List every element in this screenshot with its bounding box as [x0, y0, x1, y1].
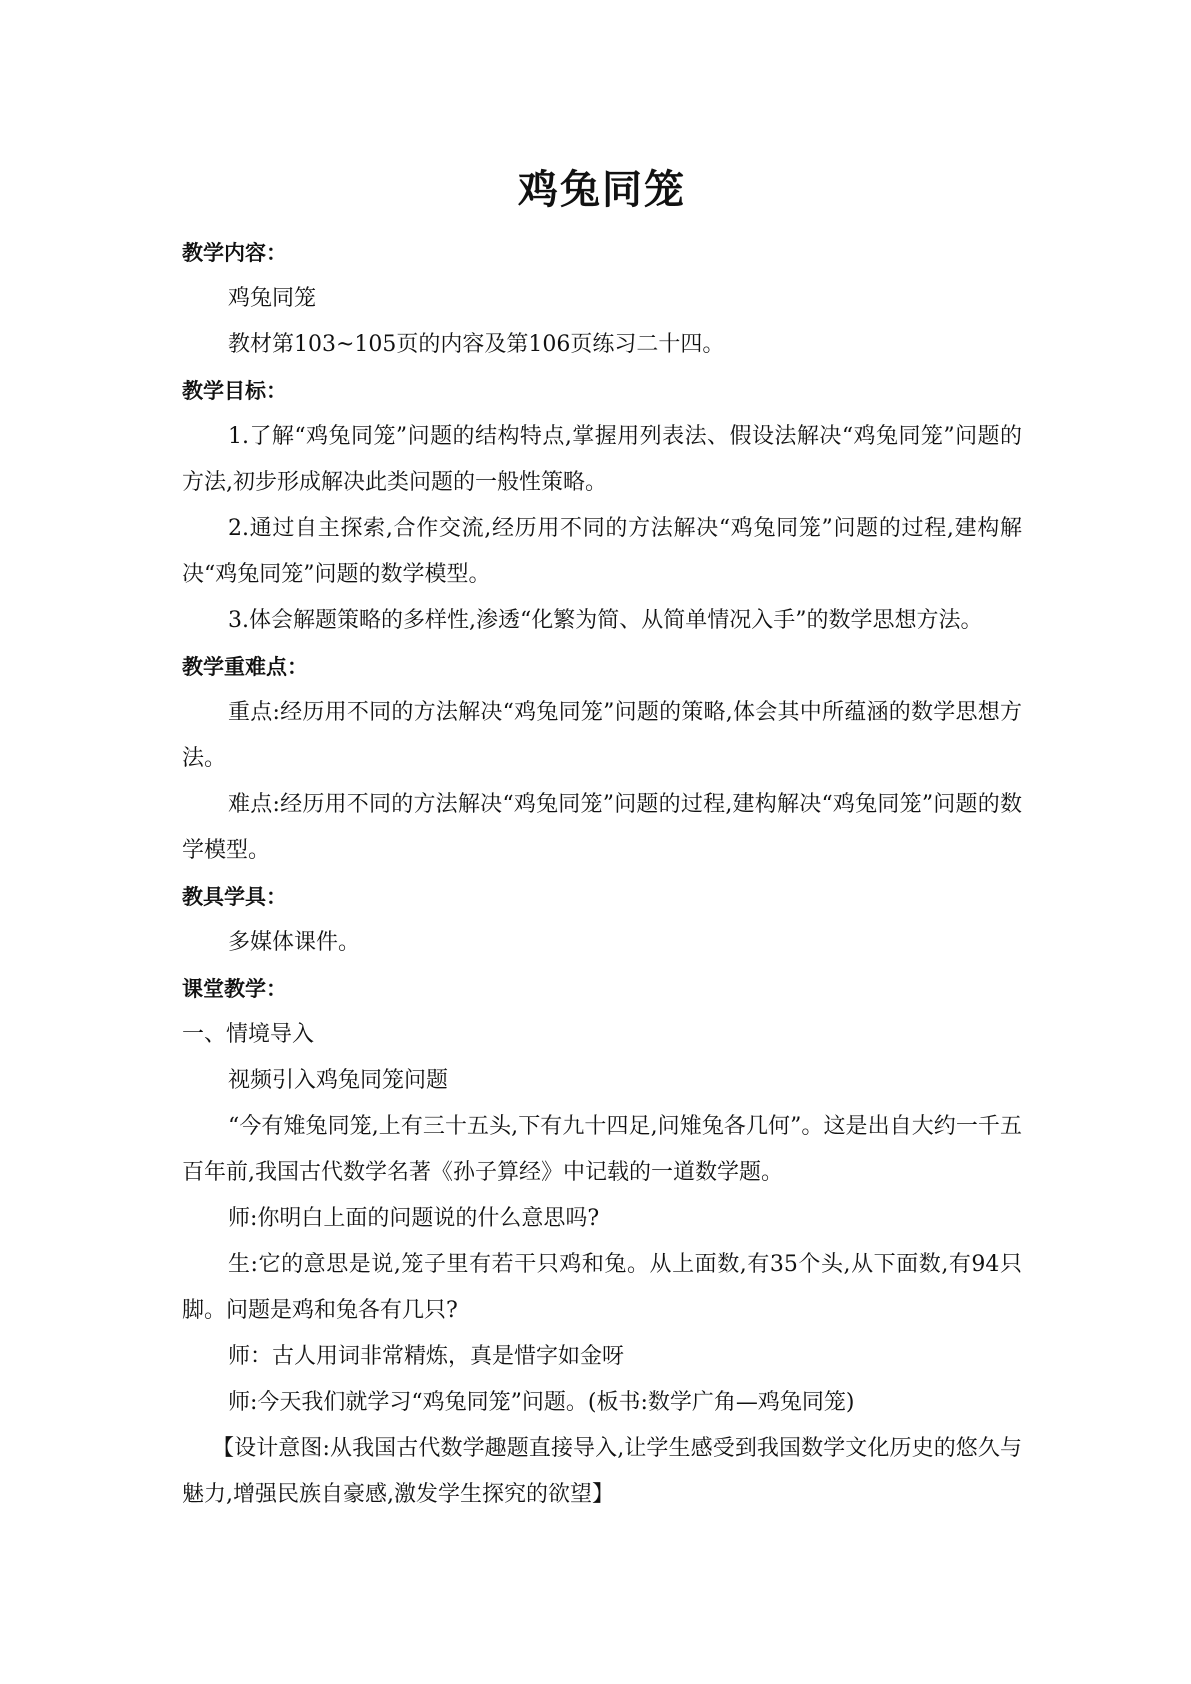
paragraph: 3.体会解题策略的多样性,渗透“化繁为简、从简单情况入手”的数学思想方法。 — [228, 608, 983, 633]
section-teaching-content — [182, 230, 1022, 368]
paragraph: 生:它的意思是说,笼子里有若干只鸡和兔。从上面数,有35个头,从下面数,有94只脚。问题是鸡和兔各有几只? — [182, 1252, 1022, 1323]
paragraph: 教材第103~105页的内容及第106页练习二十四。 — [228, 332, 725, 357]
paragraph: “今有雉兔同笼,上有三十五头,下有九十四足,问雉兔各几何”。这是出自大约一千五百年前,我国古代数学名著《孙子算经》中记载的一道数学题。 — [182, 1114, 1022, 1185]
paragraph: 师:今天我们就学习“鸡兔同笼”问题。(板书:数学广角—鸡兔同笼) — [228, 1390, 855, 1415]
section-teaching-goals — [182, 368, 1022, 644]
document-title: 鸡兔同笼 — [518, 167, 686, 213]
section-heading: 教具学具： — [182, 885, 287, 909]
paragraph: 1.了解“鸡兔同笼”问题的结构特点,掌握用列表法、假设法解决“鸡兔同笼”问题的方法,初步形成解决此类问题的一般性策略。 — [182, 424, 1022, 495]
section-heading: 教学目标： — [182, 379, 287, 403]
section-heading: 教学重难点： — [182, 655, 308, 679]
subsection-heading: 一、情境导入 — [182, 1022, 315, 1047]
design-intent-note: 【设计意图:从我国古代数学趣题直接导入,让学生感受到我国数学文化历史的悠久与魅力,增强民族自豪感,激发学生探究的欲望】 — [182, 1436, 1022, 1507]
paragraph: 重点:经历用不同的方法解决“鸡兔同笼”问题的策略,体会其中所蕴涵的数学思想方法。 — [182, 700, 1022, 771]
paragraph: 难点:经历用不同的方法解决“鸡兔同笼”问题的过程,建构解决“鸡兔同笼”问题的数学模型。 — [182, 792, 1022, 863]
section-key-points — [182, 644, 1022, 874]
document-page — [182, 150, 1022, 1518]
section-teaching-aids — [182, 874, 1022, 966]
paragraph: 师:你明白上面的问题说的什么意思吗? — [228, 1206, 600, 1231]
section-classroom-teaching — [182, 966, 1022, 1518]
paragraph: 2.通过自主探索,合作交流,经历用不同的方法解决“鸡兔同笼”问题的过程,建构解决“鸡兔同笼”问题的数学模型。 — [182, 516, 1022, 587]
paragraph: 师：古人用词非常精炼，真是惜字如金呀 — [228, 1344, 625, 1369]
section-heading: 课堂教学： — [182, 977, 287, 1001]
paragraph: 视频引入鸡兔同笼问题 — [228, 1068, 449, 1093]
paragraph: 多媒体课件。 — [228, 930, 361, 955]
section-heading: 教学内容： — [182, 241, 287, 265]
paragraph: 鸡兔同笼 — [228, 286, 317, 311]
